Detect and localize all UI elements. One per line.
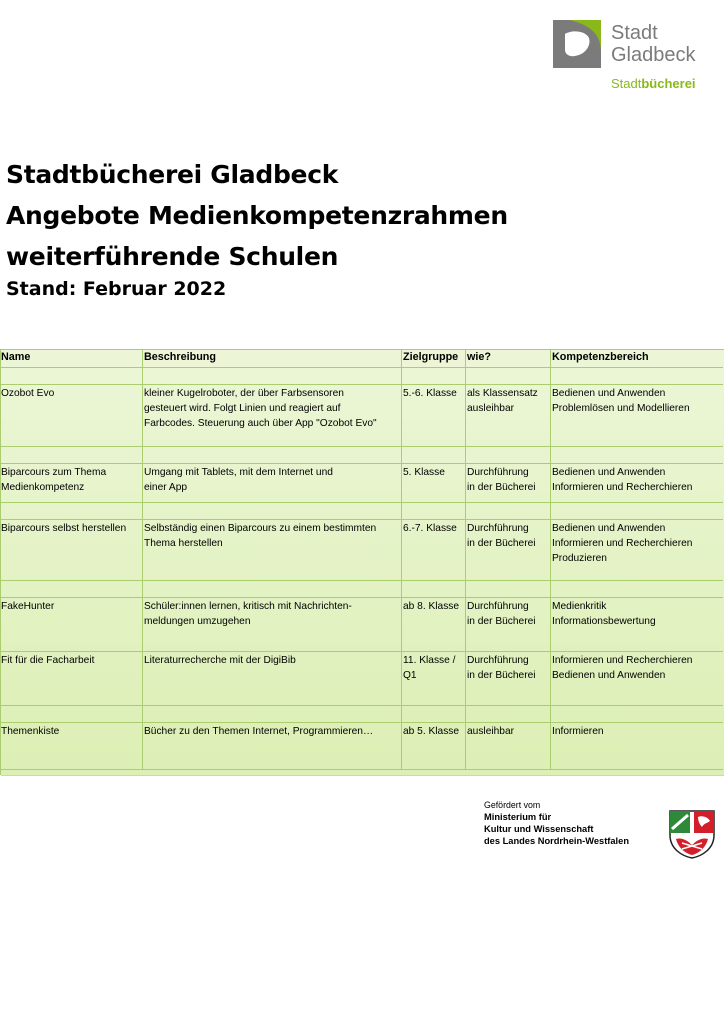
cell-beschreibung: Selbständig einen Biparcours zu einem bestimmten Thema herstellen bbox=[143, 520, 402, 580]
table-row bbox=[0, 652, 723, 706]
table-spacer-row bbox=[0, 447, 723, 464]
title-line-2: Angebote Medienkompetenzrahmen bbox=[6, 201, 508, 230]
cell-zielgruppe: 5. Klasse bbox=[402, 464, 466, 502]
cell-name: Biparcours selbst herstellen bbox=[0, 520, 143, 580]
table-spacer-row bbox=[0, 581, 723, 598]
cell-zielgruppe: 6.-7. Klasse bbox=[402, 520, 466, 580]
stadt-gladbeck-logo-icon bbox=[553, 20, 601, 68]
cell-kompetenz: Informieren bbox=[552, 726, 604, 737]
cell-wie: Durchführung in der Bücherei bbox=[466, 520, 551, 580]
table-row bbox=[0, 464, 723, 503]
title-line-3: weiterführende Schulen bbox=[6, 242, 339, 271]
cell-zielgruppe: ab 8. Klasse bbox=[402, 598, 466, 651]
header-kompetenzbereich: Kompetenzbereich bbox=[552, 351, 649, 363]
cell-zielgruppe: 5.-6. Klasse bbox=[402, 385, 466, 446]
header-beschreibung: Beschreibung bbox=[143, 349, 402, 367]
cell-beschreibung: Umgang mit Tablets, mit dem Internet und einer App bbox=[143, 464, 402, 502]
table-spacer-row bbox=[0, 503, 723, 520]
header-name: Name bbox=[0, 349, 143, 367]
cell-wie: Durchführung in der Bücherei bbox=[466, 652, 551, 705]
cell-kompetenz: Medienkritik Informationsbewertung bbox=[552, 601, 656, 627]
document-title bbox=[6, 154, 508, 303]
funding-note bbox=[484, 799, 629, 847]
cell-wie: Durchführung in der Bücherei bbox=[466, 464, 551, 502]
logo-text-gladbeck: Gladbeck bbox=[611, 44, 696, 66]
cell-beschreibung: Literaturrecherche mit der DigiBib bbox=[143, 652, 402, 705]
cell-name: FakeHunter bbox=[0, 598, 143, 651]
table-row bbox=[0, 385, 723, 447]
title-line-1: Stadtbücherei Gladbeck bbox=[6, 160, 339, 189]
cell-kompetenz: Bedienen und Anwenden Problemlösen und Modellieren bbox=[552, 388, 690, 414]
cell-wie: Durchführung in der Bücherei bbox=[466, 598, 551, 651]
cell-name: Themenkiste bbox=[0, 723, 143, 769]
cell-kompetenz: Bedienen und Anwenden Informieren und Recherchieren bbox=[552, 467, 693, 493]
table-spacer-row bbox=[0, 706, 723, 723]
funding-line-4: des Landes Nordrhein-Westfalen bbox=[484, 836, 629, 846]
cell-beschreibung: kleiner Kugelroboter, der über Farbsensoren gesteuert wird. Folgt Linien und reagiert auf Farbcodes. Steuerung auch über App "Ozobot Evo" bbox=[143, 385, 402, 446]
cell-wie: ausleihbar bbox=[466, 723, 551, 769]
nrw-coat-of-arms-icon bbox=[668, 809, 716, 859]
stadt-gladbeck-logo bbox=[549, 18, 719, 98]
logo-text-stadtbuecherei: Stadtbücherei bbox=[611, 76, 696, 91]
cell-beschreibung: Bücher zu den Themen Internet, Programmieren… bbox=[143, 723, 402, 769]
funding-line-1: Gefördert vom bbox=[484, 800, 541, 810]
cell-zielgruppe: ab 5. Klasse bbox=[402, 723, 466, 769]
header-wie: wie? bbox=[466, 349, 551, 367]
offers-table bbox=[0, 349, 723, 770]
stand-date: Stand: Februar 2022 bbox=[6, 278, 227, 300]
cell-kompetenz: Bedienen und Anwenden Informieren und Recherchieren Produzieren bbox=[552, 523, 693, 564]
table-row bbox=[0, 598, 723, 652]
cell-kompetenz: Informieren und Recherchieren Bedienen und Anwenden bbox=[552, 655, 693, 681]
cell-name: Ozobot Evo bbox=[0, 385, 143, 446]
cell-name: Biparcours zum Thema Medienkompetenz bbox=[0, 464, 143, 502]
cell-zielgruppe: 11. Klasse / Q1 bbox=[402, 652, 466, 705]
table-row bbox=[0, 520, 723, 581]
cell-beschreibung: Schüler:innen lernen, kritisch mit Nachrichten- meldungen umzugehen bbox=[143, 598, 402, 651]
cell-name: Fit für die Facharbeit bbox=[0, 652, 143, 705]
table-header-row bbox=[0, 349, 723, 368]
logo-text-stadt: Stadt bbox=[611, 22, 658, 44]
cell-wie: als Klassensatz ausleihbar bbox=[466, 385, 551, 446]
funding-line-2: Ministerium für bbox=[484, 812, 552, 822]
table-row bbox=[0, 723, 723, 770]
header-zielgruppe: Zielgruppe bbox=[402, 349, 466, 367]
table-spacer-row bbox=[0, 368, 723, 385]
funding-line-3: Kultur und Wissenschaft bbox=[484, 824, 594, 834]
